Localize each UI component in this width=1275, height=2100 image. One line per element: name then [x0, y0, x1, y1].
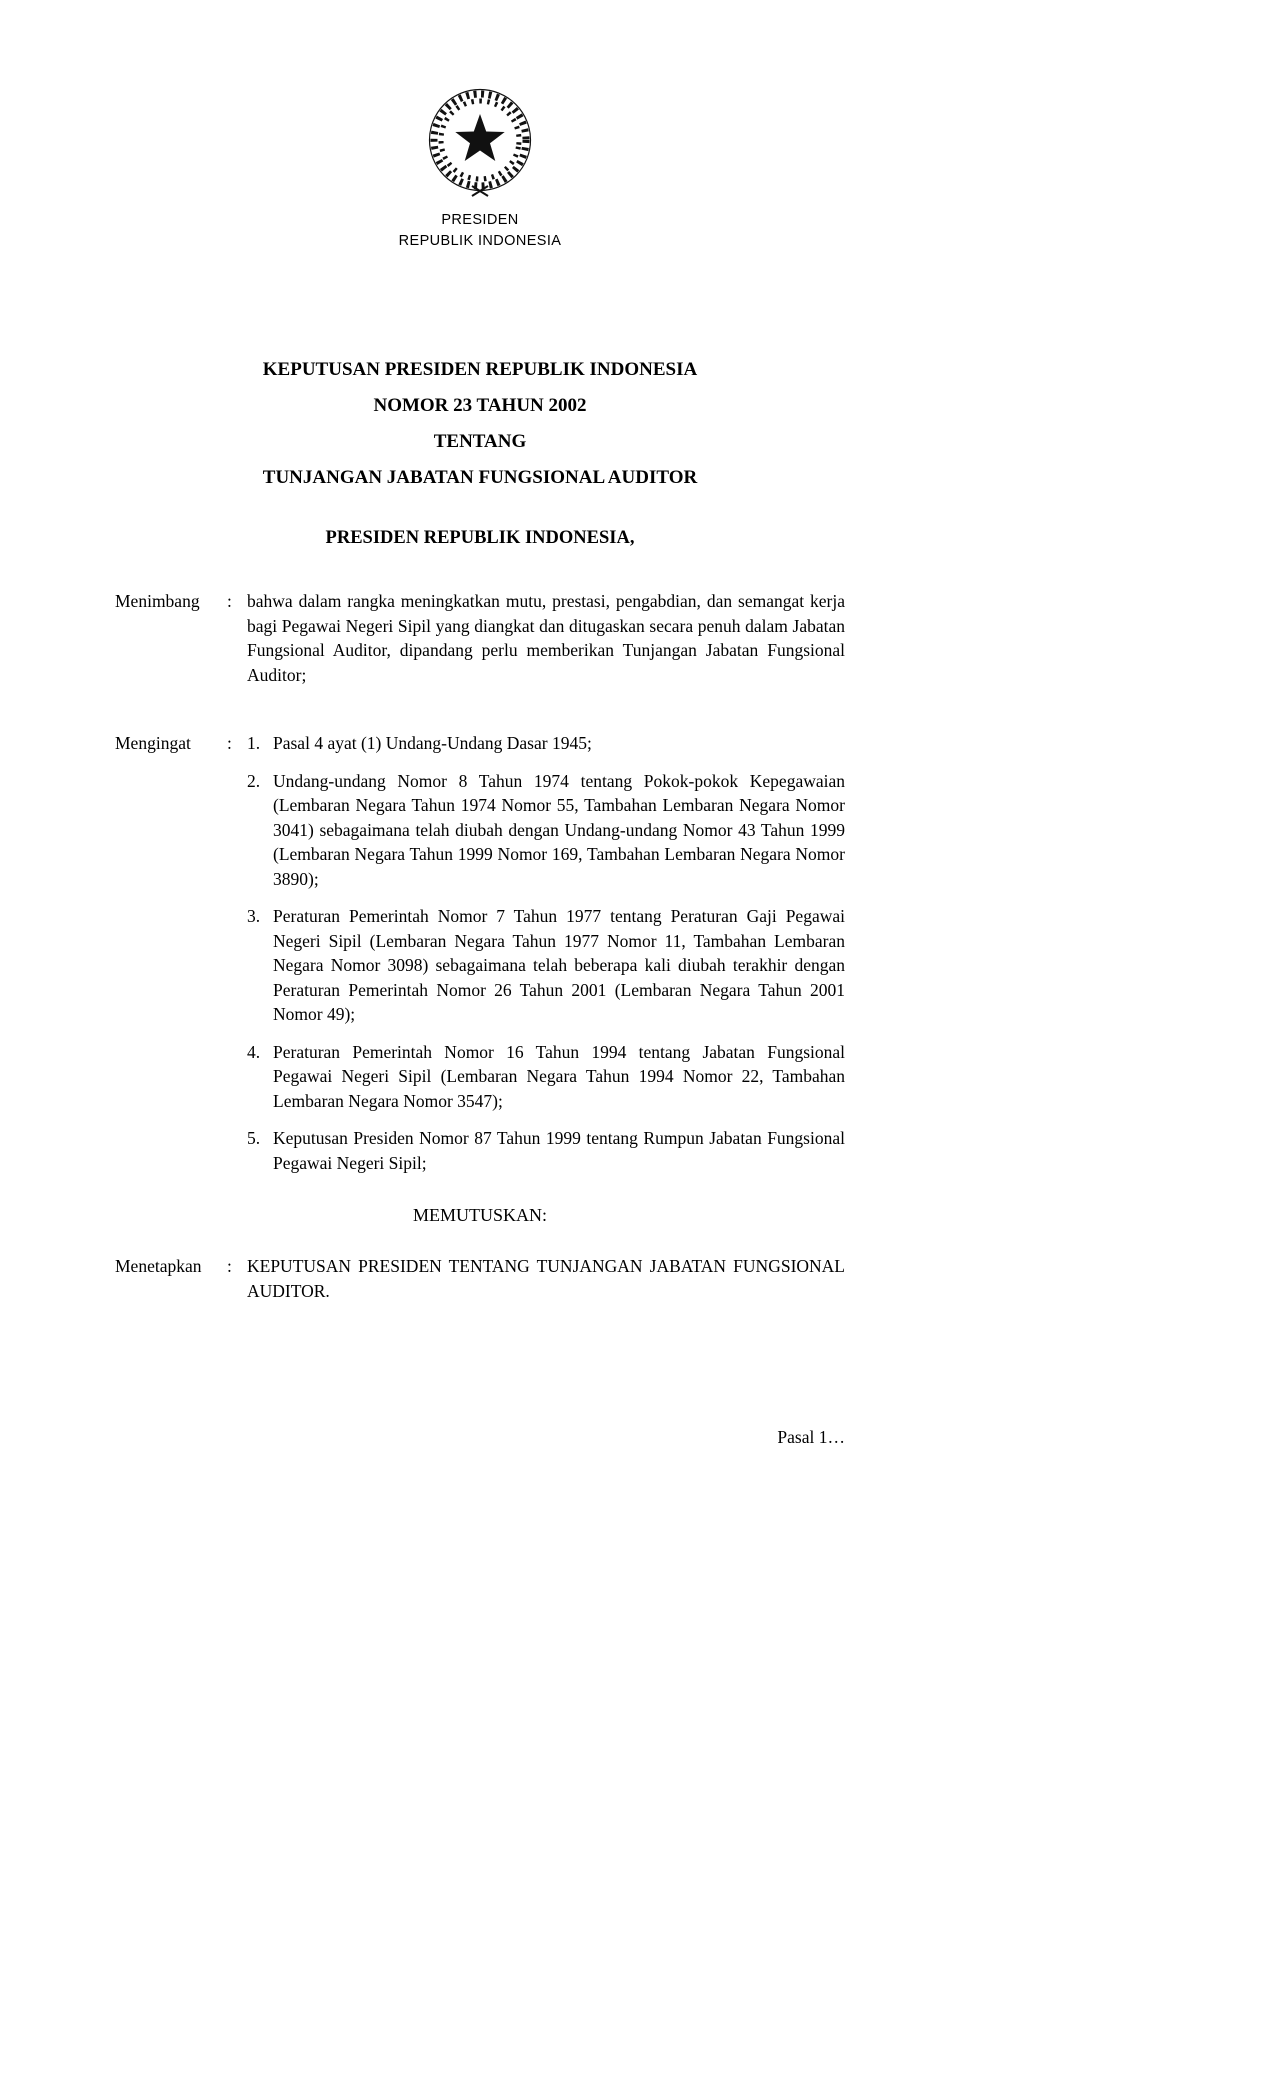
menimbang-colon: : [227, 591, 232, 611]
decree-title-line1: KEPUTUSAN PRESIDEN REPUBLIK INDONESIA [262, 359, 698, 380]
mengingat-label: Mengingat [115, 733, 191, 753]
list-item [247, 731, 845, 756]
list-item [247, 1040, 845, 1114]
seal-svg [419, 85, 541, 200]
list-item-number: 3. [247, 906, 261, 926]
ribbon-tie-icon [472, 186, 488, 196]
section-menetapkan [115, 1254, 845, 1303]
menetapkan-text: KEPUTUSAN PRESIDEN TENTANG TUNJANGAN JABATAN FUNGSIONAL AUDITOR. [247, 1256, 845, 1301]
menimbang-text: bahwa dalam rangka meningkatkan mutu, prestasi, pengabdian, dan semangat kerja bagi Pegawai Negeri Sipil yang diangkat dan ditugaskan secara penuh dalam Jabatan Fungsional Auditor, dipandang perlu memberikan Tunjangan Jabatan Fungsional Auditor; [247, 591, 845, 685]
list-item [247, 769, 845, 892]
section-menimbang [115, 589, 845, 687]
page-continuation-marker: Pasal 1… [777, 1427, 845, 1447]
list-item [247, 904, 845, 1027]
letterhead-line-presiden: PRESIDEN [441, 212, 519, 228]
list-item-text: Keputusan Presiden Nomor 87 Tahun 1999 tentang Rumpun Jabatan Fungsional Pegawai Negeri Sipil; [273, 1128, 845, 1173]
letterhead-line-republik-indonesia: REPUBLIK INDONESIA [398, 233, 562, 249]
list-item-number: 4. [247, 1041, 261, 1062]
star-icon [455, 114, 504, 161]
list-item-number: 5. [247, 1128, 261, 1148]
menetapkan-colon: : [227, 1256, 232, 1276]
decree-title-line2: NOMOR 23 TAHUN 2002 [373, 395, 587, 416]
list-item-text: Peraturan Pemerintah Nomor 16 Tahun 1994 tentang Jabatan Fungsional Pegawai Negeri Sipil (Lembaran Negara Tahun 1994 Nomor 22, Tambahan Lembaran Negara Nomor 3547); [273, 1041, 845, 1111]
presidential-seal-emblem [419, 85, 541, 200]
content-column [115, 0, 845, 1303]
menetapkan-label: Menetapkan [115, 1256, 202, 1276]
letterhead [115, 210, 845, 252]
mengingat-colon: : [227, 733, 232, 753]
decree-title-line4: TUNJANGAN JABATAN FUNGSIONAL AUDITOR [262, 467, 698, 488]
list-item-text: Undang-undang Nomor 8 Tahun 1974 tentang Pokok-pokok Kepegawaian (Lembaran Negara Tahun 1974 Nomor 55, Tambahan Lembaran Negara Nomor 3041) sebagaimana telah diubah dengan Undang-undang Nomor 43 Tahun 1999 (Lembaran Negara Tahun 1999 Nomor 169, Tambahan Lembaran Negara Nomor 3890); [273, 770, 845, 889]
list-item-number: 1. [247, 733, 261, 753]
mengingat-list [247, 731, 845, 1175]
list-item-number: 2. [247, 770, 261, 791]
list-item [247, 1126, 845, 1175]
menimbang-label: Menimbang [115, 591, 200, 611]
opening-salutation: PRESIDEN REPUBLIK INDONESIA, [325, 528, 635, 548]
memutuskan-heading: MEMUTUSKAN: [412, 1205, 547, 1225]
decree-title-line3: TENTANG [433, 431, 527, 452]
list-item-text: Peraturan Pemerintah Nomor 7 Tahun 1977 tentang Peraturan Gaji Pegawai Negeri Sipil (Lembaran Negara Tahun 1977 Nomor 11, Tambahan Lembaran Negara Nomor 3098) sebagaimana telah beberapa kali diubah terakhir dengan Peraturan Pemerintah Nomor 26 Tahun 2001 (Lembaran Negara Tahun 2001 Nomor 49); [273, 906, 845, 1024]
decree-title-block [115, 352, 845, 496]
list-item-text: Pasal 4 ayat (1) Undang-Undang Dasar 1945; [273, 733, 592, 753]
section-mengingat [115, 731, 845, 1175]
